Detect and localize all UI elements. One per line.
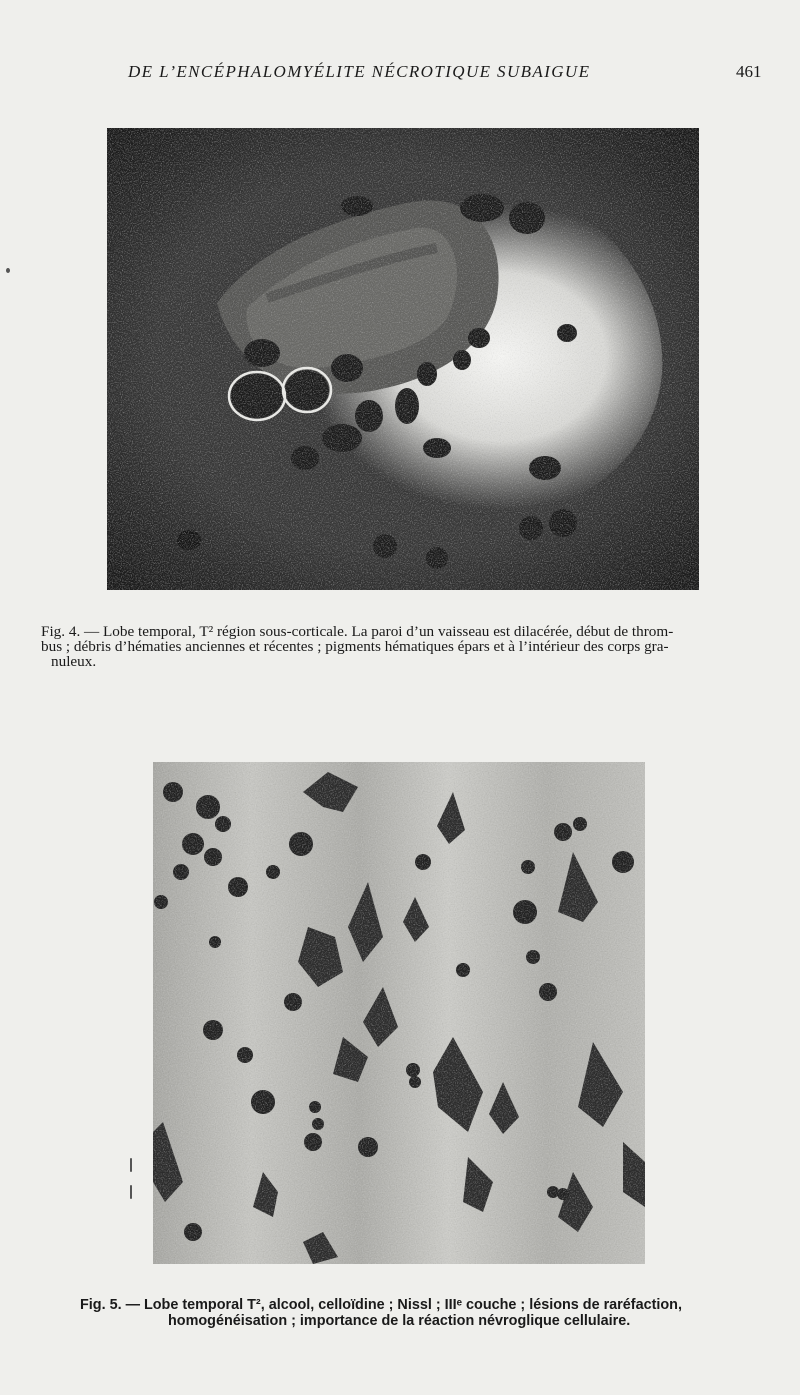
figure-4-caption-line-3: nuleux. xyxy=(51,653,97,670)
figure-5-label: Fig. 5. xyxy=(80,1297,122,1313)
margin-speck xyxy=(6,268,10,273)
figure-5-caption xyxy=(80,1297,730,1329)
figure-5-caption-line-1: — Lobe temporal T², alcool, celloïdine ; Nissl ; IIIᵉ couche ; lésions de raréfaction, xyxy=(125,1297,682,1313)
page-number: 461 xyxy=(736,62,762,81)
figure-5-caption-line-2: homogénéisation ; importance de la réaction névroglique cellulaire. xyxy=(168,1313,631,1329)
running-title: DE L’ENCÉPHALOMYÉLITE NÉCROTIQUE SUBAIGUE xyxy=(128,62,591,81)
figure-4-caption-line-1: — Lobe temporal, T² région sous-corticale. La paroi d’un vaisseau est dilacérée, début de throm- xyxy=(84,623,674,640)
figure-4-caption xyxy=(41,624,765,669)
figure-5-micrograph xyxy=(153,762,645,1264)
figure-4-image xyxy=(107,128,699,590)
figure-4-micrograph xyxy=(107,128,699,590)
margin-speck xyxy=(130,1158,132,1172)
figure-4-label: Fig. 4. xyxy=(41,623,81,640)
margin-speck xyxy=(130,1185,132,1199)
figure-4-caption-line-2: bus ; débris d’hématies anciennes et récentes ; pigments hématiques épars et à l’intérieur des corps gra- xyxy=(41,638,669,655)
figure-5-image xyxy=(153,762,645,1264)
